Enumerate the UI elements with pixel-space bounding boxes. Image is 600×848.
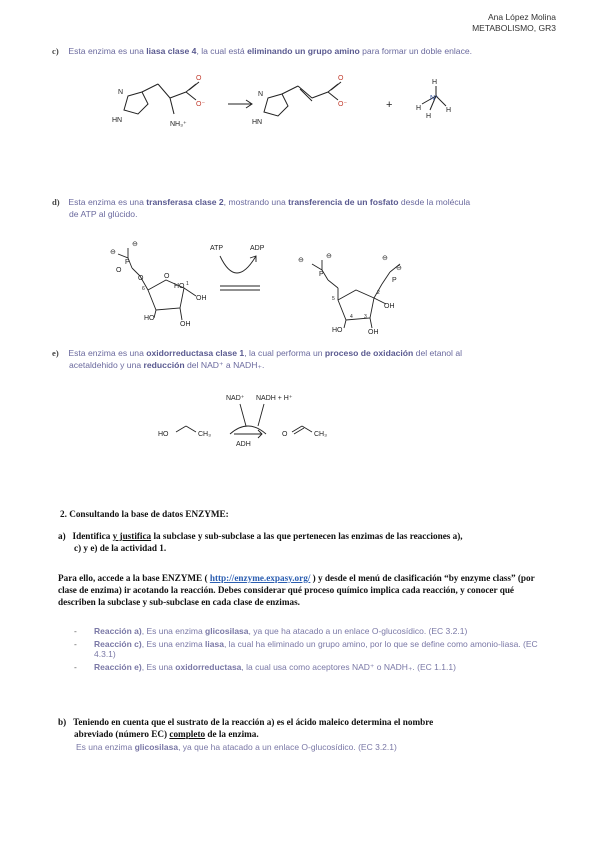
section2-instructions [58, 572, 552, 608]
question-a-label: a) [58, 531, 66, 541]
section2-title: 2. Consultando la base de datos ENZYME: [60, 509, 229, 519]
section2-question-b [58, 716, 552, 740]
item-c-post: para formar un doble enlace. [359, 46, 473, 56]
page-header [472, 12, 556, 34]
fig-e-nad: NAD⁺ [226, 395, 245, 402]
item-e-pre: Esta enzima es una [68, 348, 147, 358]
fig-c-n1: N [118, 89, 124, 96]
question-a-pre: Identifica [72, 531, 113, 541]
fig-e-ho: HO [158, 431, 169, 438]
fig-c-h2: H [446, 107, 452, 114]
fig-d-ominus6: ⊖ [396, 265, 402, 272]
fig-d-ominus3: ⊖ [298, 257, 304, 264]
item-d-bold2: transferencia de un fosfato [288, 197, 399, 207]
answer-b-pre: Es una enzima [76, 742, 135, 752]
question-b-line2-post: de la enzima. [205, 729, 259, 739]
item-c-bold1: liasa clase 4 [146, 46, 197, 56]
item-e-mid: , la cual performa un [244, 348, 325, 358]
item-d-pre: Esta enzima es una [68, 197, 147, 207]
instructions-end: químico implica cada reacción, y conocer qué describen la subclase y sub-subclase en cada clase de enzimas. [58, 585, 515, 607]
item-d-label: d) [52, 197, 60, 207]
instructions-pre: Para ello, accede a la base ENZYME ( [58, 573, 210, 583]
bullet-c-bold2: liasa [205, 638, 224, 649]
instructions-mid: ) y desde el menú de clasificación [310, 573, 445, 583]
fig-d-c3: 3 [364, 314, 367, 320]
question-a-underline: y justifica [112, 531, 152, 541]
fig-d-c4: 4 [350, 314, 353, 320]
reaction-e-figure [150, 388, 390, 450]
fig-c-n2: N [258, 91, 264, 98]
question-b-answer [76, 742, 556, 753]
fig-e-adh: ADH [236, 441, 251, 448]
answer-bullet-e [74, 661, 552, 673]
item-d-bold1: transferasa clase 2 [146, 197, 224, 207]
fig-d-c6: 6 [142, 286, 145, 292]
fig-c-h4: H [426, 113, 432, 120]
fig-d-p2: P [319, 271, 324, 278]
fig-c-nplus: N⁺ [430, 95, 439, 102]
bullet-a-bold2: glicosilasa [205, 626, 249, 636]
item-c-bold2: eliminando un grupo amino [247, 46, 360, 56]
bullet-a-t1: , Es una enzima [141, 626, 206, 636]
item-e-post: del etanol al [413, 348, 463, 358]
question-b-underline: completo [169, 729, 206, 739]
fig-e-ch3b: CH₃ [314, 431, 327, 438]
fig-d-o3: O [164, 273, 170, 280]
bullet-a-t2: , ya que ha atacado a un enlace O-glucosídico. (EC 3.2.1) [248, 626, 468, 636]
author-name: Ana López Molina [487, 12, 556, 22]
course-name: METABOLISMO, GR3 [472, 23, 556, 33]
fig-d-ho1: HO [174, 283, 185, 290]
enzyme-link[interactable]: http://enzyme.expasy.org/ [209, 573, 311, 583]
item-d-text [52, 196, 562, 220]
item-e-line2-post: del NAD⁺ a NADH₊. [184, 360, 265, 370]
fig-e-ch3a: CH₃ [198, 431, 211, 438]
fig-d-ho2: HO [144, 315, 155, 322]
bullet-a-bold: Reacción a) [94, 626, 142, 636]
reaction-d-figure [100, 228, 420, 336]
fig-d-c5: 5 [332, 296, 335, 302]
item-d-post: desde la molécula [398, 197, 471, 207]
item-c-mid: , la cual está [196, 46, 248, 56]
fig-d-atp: ATP [210, 245, 224, 252]
fig-d-ho3: HO [332, 327, 343, 334]
fig-d-ominus5: ⊖ [382, 255, 388, 262]
item-c-label: c) [52, 46, 59, 56]
fig-c-ominus1: O⁻ [196, 101, 206, 108]
fig-d-ominus1: ⊖ [110, 249, 116, 256]
fig-e-nadh: NADH + H⁺ [256, 395, 293, 402]
item-e-bold1: oxidorreductasa clase 1 [146, 348, 245, 358]
bullet-c-t2: , la cual ha eliminado un grupo amino, por lo que se define como amonio-liasa. (EC 4.3.1) [94, 638, 538, 659]
section2-question-a [58, 530, 548, 554]
fig-d-o2: O [138, 275, 144, 282]
fig-d-adp: ADP [250, 245, 265, 252]
question-a-line2: c) y e) de la actividad 1. [74, 543, 167, 553]
question-a-post: la subclase y sub-subclase a las que pertenecen las enzimas de las reacciones a), [151, 531, 463, 541]
bullet-dash: - [74, 638, 77, 649]
bullet-e-t1: , Es una [141, 661, 176, 672]
answer-b-bold: glicosilasa [134, 742, 179, 752]
question-b-line1: Teniendo en cuenta que el sustrato de la reacción a) es el ácido maleico determina el nombre [73, 717, 434, 727]
fig-d-oh4: OH [368, 329, 379, 336]
item-d-mid: , mostrando una [223, 197, 289, 207]
bullet-e-bold: Reacción e) [94, 661, 142, 672]
reaction-c-figure [90, 70, 470, 150]
bullet-dash: - [74, 661, 77, 672]
item-d-line2: de ATP al glúcido. [69, 209, 138, 219]
item-c-text [52, 45, 562, 57]
fig-c-o2: O [338, 75, 344, 82]
fig-d-c2: 2 [377, 290, 380, 296]
bullet-c-t1: , Es una enzima [141, 638, 206, 649]
answer-bullet-c [74, 638, 552, 660]
answer-bullets [74, 626, 552, 672]
bullet-dash: - [74, 626, 77, 636]
fig-c-h1: H [432, 79, 438, 86]
answer-b-post: , ya que ha atacado a un enlace O-glucosídico. (EC 3.2.1) [178, 742, 397, 752]
item-e-text [52, 347, 562, 371]
fig-c-hn1: HN [112, 117, 123, 124]
item-e-label: e) [52, 348, 59, 358]
fig-d-oh1: OH [196, 295, 207, 302]
bullet-e-bold2: oxidorreductasa [175, 661, 242, 672]
fig-d-oh3: OH [384, 303, 395, 310]
item-e-line2-pre: acetaldehido y una [69, 360, 144, 370]
fig-c-hn2: HN [252, 119, 263, 126]
bullet-e-t2: , la cual usa como aceptores NAD⁺ o NADH₊. (EC 1.1.1) [241, 661, 456, 672]
fig-d-p3: P [392, 277, 397, 284]
item-e-bold2: proceso de oxidación [324, 348, 414, 358]
answer-bullet-a [74, 626, 552, 637]
fig-c-h3: H [416, 105, 422, 112]
fig-c-nh3: NH₃⁺ [170, 121, 187, 128]
question-b-line2-pre: abreviado (número EC) [74, 729, 170, 739]
fig-c-plus: + [386, 99, 393, 111]
fig-c-o1: O [196, 75, 202, 82]
fig-d-c1: 1 [186, 281, 189, 287]
instructions-quote: “by enzyme class” (por clase de enzima) ir acotando la reacción. Debes considerar qué proceso [58, 573, 535, 595]
fig-c-ominus2: O⁻ [338, 101, 348, 108]
fig-e-o: O [282, 431, 288, 438]
item-c-pre: Esta enzima es una [68, 46, 147, 56]
fig-d-o1: O [116, 267, 122, 274]
fig-d-ominus2: ⊖ [132, 241, 138, 248]
fig-d-ominus4: ⊖ [326, 253, 332, 260]
fig-d-oh2: OH [180, 321, 191, 328]
fig-d-p1: P [125, 259, 130, 266]
item-e-line2-bold: reducción [143, 360, 185, 370]
question-b-label: b) [58, 717, 67, 727]
bullet-c-bold: Reacción c) [94, 638, 142, 649]
